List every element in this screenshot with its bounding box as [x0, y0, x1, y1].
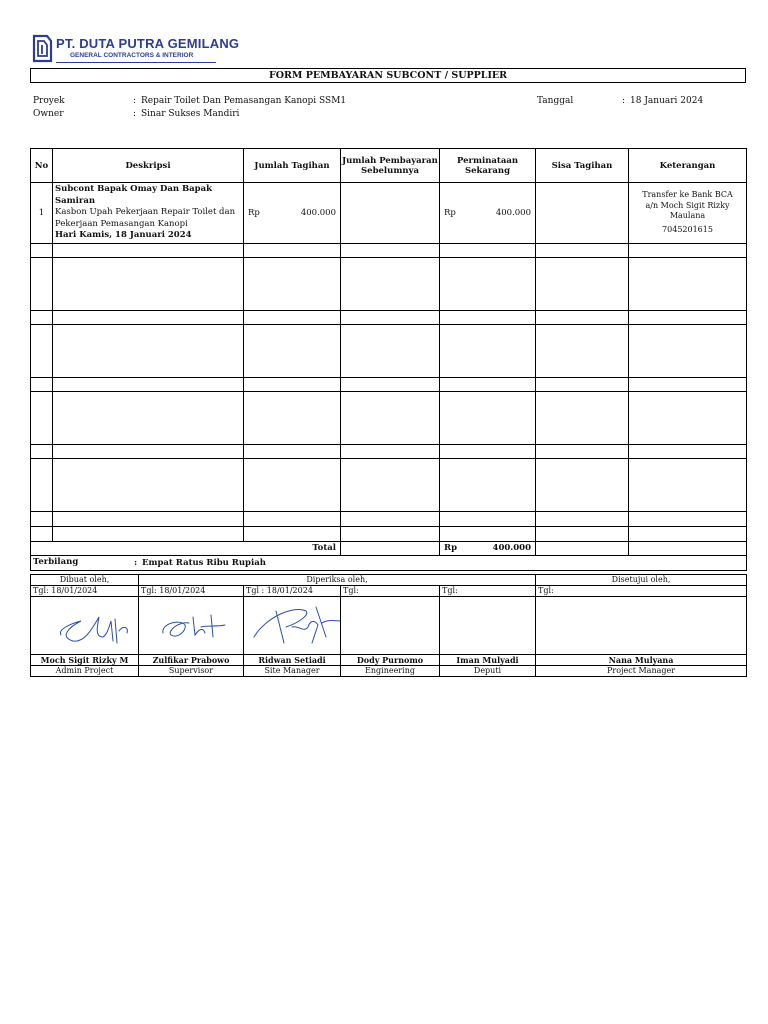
role-deputi: Deputi — [440, 666, 536, 677]
owner-sep: : — [133, 109, 137, 119]
role-site-manager: Site Manager — [244, 666, 341, 677]
diperiksa-oleh: Diperiksa oleh, — [139, 575, 536, 586]
terbilang-row — [31, 555, 747, 570]
form-title: FORM PEMBAYARAN SUBCONT / SUPPLIER — [30, 68, 746, 83]
signature-project-manager-empty — [536, 597, 747, 655]
header-pembayaran-sebelumnya: Jumlah Pembayaran Sebelumnya — [341, 149, 440, 183]
table-row-empty — [31, 391, 747, 444]
header-permintaan-sekarang: Perminataan Sekarang — [440, 149, 536, 183]
signature-image-row — [31, 597, 747, 655]
signature-role-row — [31, 666, 747, 677]
name-admin: Moch Sigit Rizky M — [31, 655, 139, 666]
signature-engineering-empty — [341, 597, 440, 655]
table-row-empty — [31, 243, 747, 257]
table-header-row — [31, 149, 747, 183]
role-supervisor: Supervisor — [139, 666, 244, 677]
payment-table — [30, 148, 747, 571]
signature-supervisor — [139, 597, 244, 655]
table-row-empty — [31, 444, 747, 458]
row-description — [53, 183, 244, 244]
signature-name-row — [31, 655, 747, 666]
proyek-value: Repair Toilet Dan Pemasangan Kanopi SSM1 — [141, 96, 347, 106]
desc-title: Subcont Bapak Omay Dan Bapak Samiran — [55, 184, 213, 206]
role-admin: Admin Project — [31, 666, 139, 677]
dibuat-oleh: Dibuat oleh, — [31, 575, 139, 586]
company-logo — [31, 33, 240, 67]
total-label: Total — [31, 541, 341, 555]
proyek-sep: : — [133, 96, 137, 106]
tgl-supervisor: Tgl: 18/01/2024 — [139, 586, 244, 597]
name-supervisor: Zulfikar Prabowo — [139, 655, 244, 666]
keterangan-bank: Transfer ke Bank BCA — [642, 190, 733, 200]
tgl-engineering: Tgl: — [341, 586, 440, 597]
table-row-empty — [31, 526, 747, 541]
row-no: 1 — [31, 183, 53, 244]
desc-date: Hari Kamis, 18 Januari 2024 — [55, 230, 192, 240]
total-currency: Rp — [444, 543, 458, 553]
owner-label: Owner — [33, 109, 64, 119]
tgl-deputi: Tgl: — [440, 586, 536, 597]
permintaan-cell — [440, 183, 536, 244]
table-row-empty — [31, 324, 747, 377]
tanggal-label: Tanggal — [537, 96, 574, 106]
role-project-manager: Project Manager — [536, 666, 747, 677]
signature-heading-row — [31, 575, 747, 586]
header-jumlah-tagihan: Jumlah Tagihan — [244, 149, 341, 183]
terbilang-value: Empat Ratus Ribu Rupiah — [142, 557, 266, 568]
name-deputi: Iman Mulyadi — [440, 655, 536, 666]
table-row-empty — [31, 257, 747, 310]
tanggal-sep: : — [622, 96, 626, 106]
logo-underline — [56, 62, 216, 63]
terbilang-sep: : — [134, 557, 138, 568]
signature-supervisor-drawing — [141, 597, 241, 653]
role-engineering: Engineering — [341, 666, 440, 677]
total-cell — [440, 541, 536, 555]
company-subtitle: GENERAL CONTRACTORS & INTERIOR — [70, 52, 194, 59]
jumlah-tagihan-value: 400.000 — [300, 207, 336, 218]
company-name: PT. DUTA PUTRA GEMILANG — [56, 36, 240, 51]
header-keterangan: Keterangan — [629, 149, 747, 183]
header-deskripsi: Deskripsi — [53, 149, 244, 183]
tgl-site-manager: Tgl : 18/01/2024 — [244, 586, 341, 597]
sisa-tagihan-cell — [536, 183, 629, 244]
proyek-label: Proyek — [33, 96, 65, 106]
terbilang-label: Terbilang — [33, 556, 79, 567]
terbilang-cell — [31, 555, 747, 570]
header-sisa-tagihan: Sisa Tagihan — [536, 149, 629, 183]
table-row — [31, 183, 747, 244]
disetujui-oleh: Disetujui oleh, — [536, 575, 747, 586]
permintaan-value: 400.000 — [495, 207, 531, 218]
total-value: 400.000 — [492, 543, 531, 553]
header-no: No — [31, 149, 53, 183]
name-project-manager: Nana Mulyana — [536, 655, 747, 666]
tanggal-value: 18 Januari 2024 — [630, 96, 704, 106]
owner-value: Sinar Sukses Mandiri — [141, 109, 240, 119]
tgl-admin: Tgl: 18/01/2024 — [31, 586, 139, 597]
signature-site-manager-drawing — [246, 597, 341, 653]
keterangan-cell — [629, 183, 747, 244]
table-row-empty — [31, 458, 747, 511]
currency-label: Rp — [248, 207, 260, 218]
total-blank-cell — [341, 541, 440, 555]
signature-site-manager — [244, 597, 341, 655]
signature-admin — [31, 597, 139, 655]
signature-admin-drawing — [33, 597, 137, 653]
dpg-logo-icon — [31, 34, 53, 64]
name-engineering: Dody Purnomo — [341, 655, 440, 666]
table-row-empty — [31, 511, 747, 526]
pembayaran-sebelumnya-cell — [341, 183, 440, 244]
keterangan-account-number: 7045201615 — [662, 224, 713, 234]
table-row-empty — [31, 310, 747, 324]
currency-label: Rp — [444, 207, 456, 218]
desc-line: Kasbon Upah Pekerjaan Repair Toilet dan Pekerjaan Pemasangan Kanopi — [55, 207, 236, 229]
jumlah-tagihan-cell — [244, 183, 341, 244]
table-row-empty — [31, 377, 747, 391]
signature-deputi-empty — [440, 597, 536, 655]
total-row — [31, 541, 747, 555]
tgl-project-manager: Tgl: — [536, 586, 747, 597]
signature-table — [30, 574, 747, 677]
signature-date-row — [31, 586, 747, 597]
keterangan-account-name: a/n Moch Sigit Rizky Maulana — [645, 200, 730, 221]
name-site-manager: Ridwan Setiadi — [244, 655, 341, 666]
